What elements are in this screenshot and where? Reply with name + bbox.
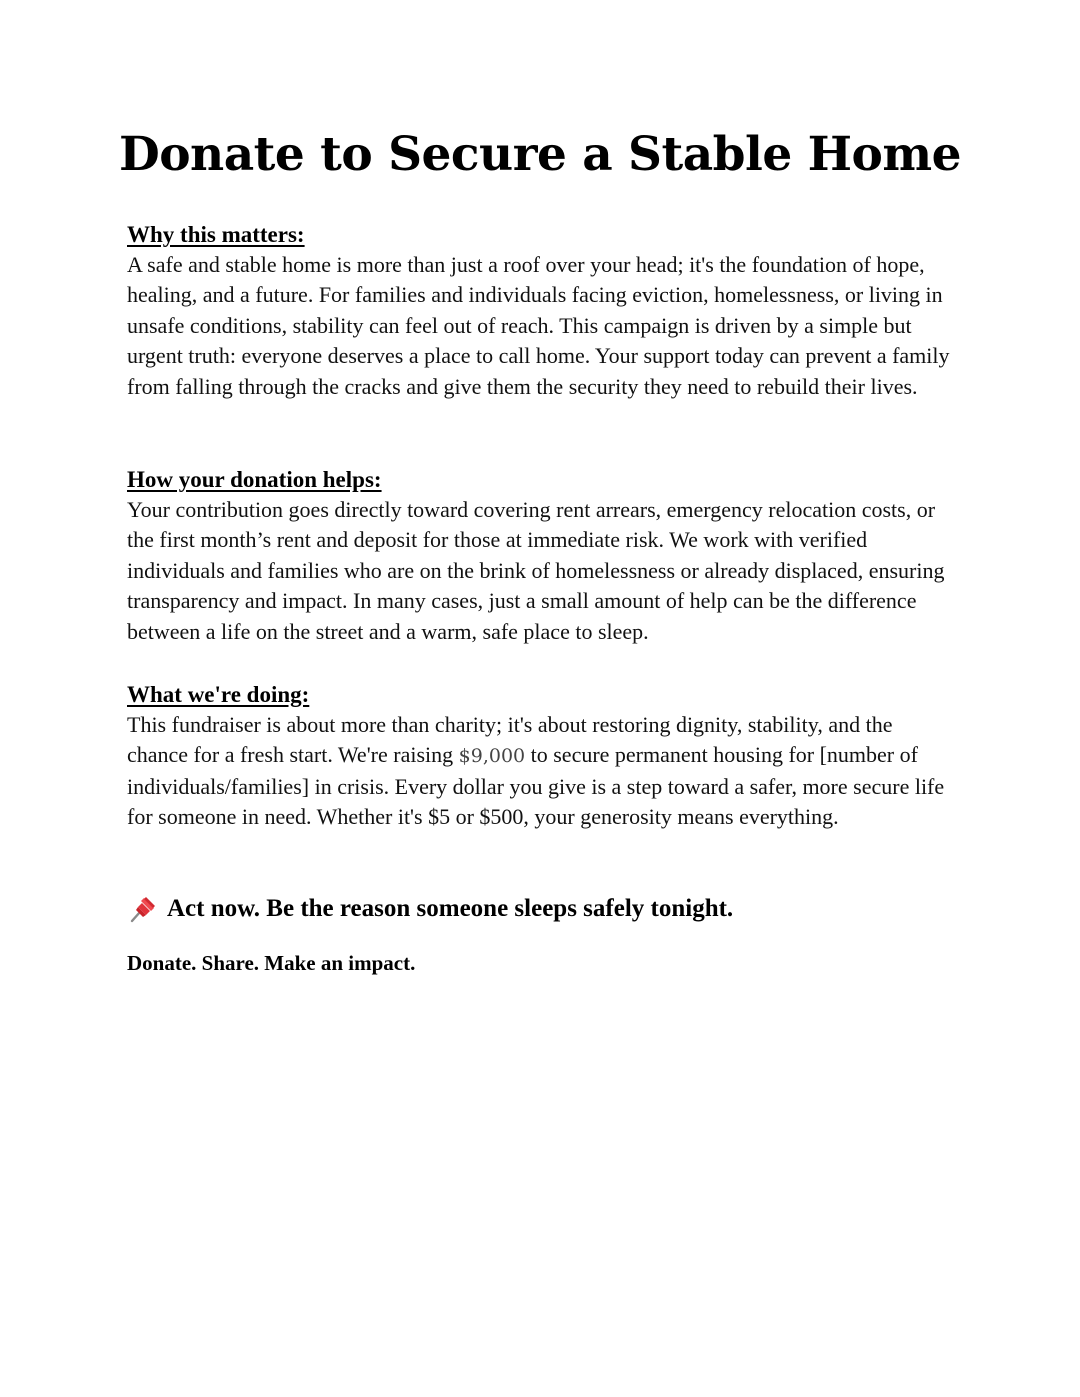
section-heading: How your donation helps: [127, 467, 382, 492]
section-heading: Why this matters: [127, 222, 305, 247]
section-what-were-doing [127, 680, 957, 833]
call-to-action [127, 892, 987, 926]
tagline: Donate. Share. Make an impact. [127, 951, 416, 975]
page-title: Donate to Secure a Stable Home [118, 127, 962, 182]
section-body [127, 710, 957, 833]
section-body-start: This fundraiser is about more than charity; it's about restoring dignity, stability, and the chance for a fresh start. We're raising [127, 712, 893, 768]
section-heading: What we're doing: [127, 682, 310, 707]
pushpin-icon [127, 893, 159, 925]
section-body-end: to secure permanent housing for [number of individuals/families] in crisis. Every dollar you give is a step toward a safer, more secure life for someone in need. Whether it's $5 or $500, your generosity means everything. [127, 742, 945, 830]
section-body: Your contribution goes directly toward covering rent arrears, emergency relocation costs, or the first month’s rent and deposit for those at immediate risk. We work with verified individuals and families who are on the brink of homelessness or already displaced, ensuring transparency and impact. In many cases, just a small amount of help can be the difference between a life on the street and a warm, safe place to sleep. [127, 497, 945, 644]
section-why-this-matters [127, 220, 957, 402]
call-to-action-text: Act now. Be the reason someone sleeps safely tonight. [167, 895, 734, 922]
section-body: A safe and stable home is more than just a roof over your head; it's the foundation of hope, healing, and a future. For families and individuals facing eviction, homelessness, or living in unsafe conditions, stability can feel out of reach. This campaign is driven by a simple but urgent truth: everyone deserves a place to call home. Your support today can prevent a family from falling through the cracks and give them the security they need to rebuild their lives. [127, 252, 950, 399]
section-how-donation-helps [127, 465, 957, 647]
fundraising-goal-amount: $9,000 [458, 745, 526, 768]
